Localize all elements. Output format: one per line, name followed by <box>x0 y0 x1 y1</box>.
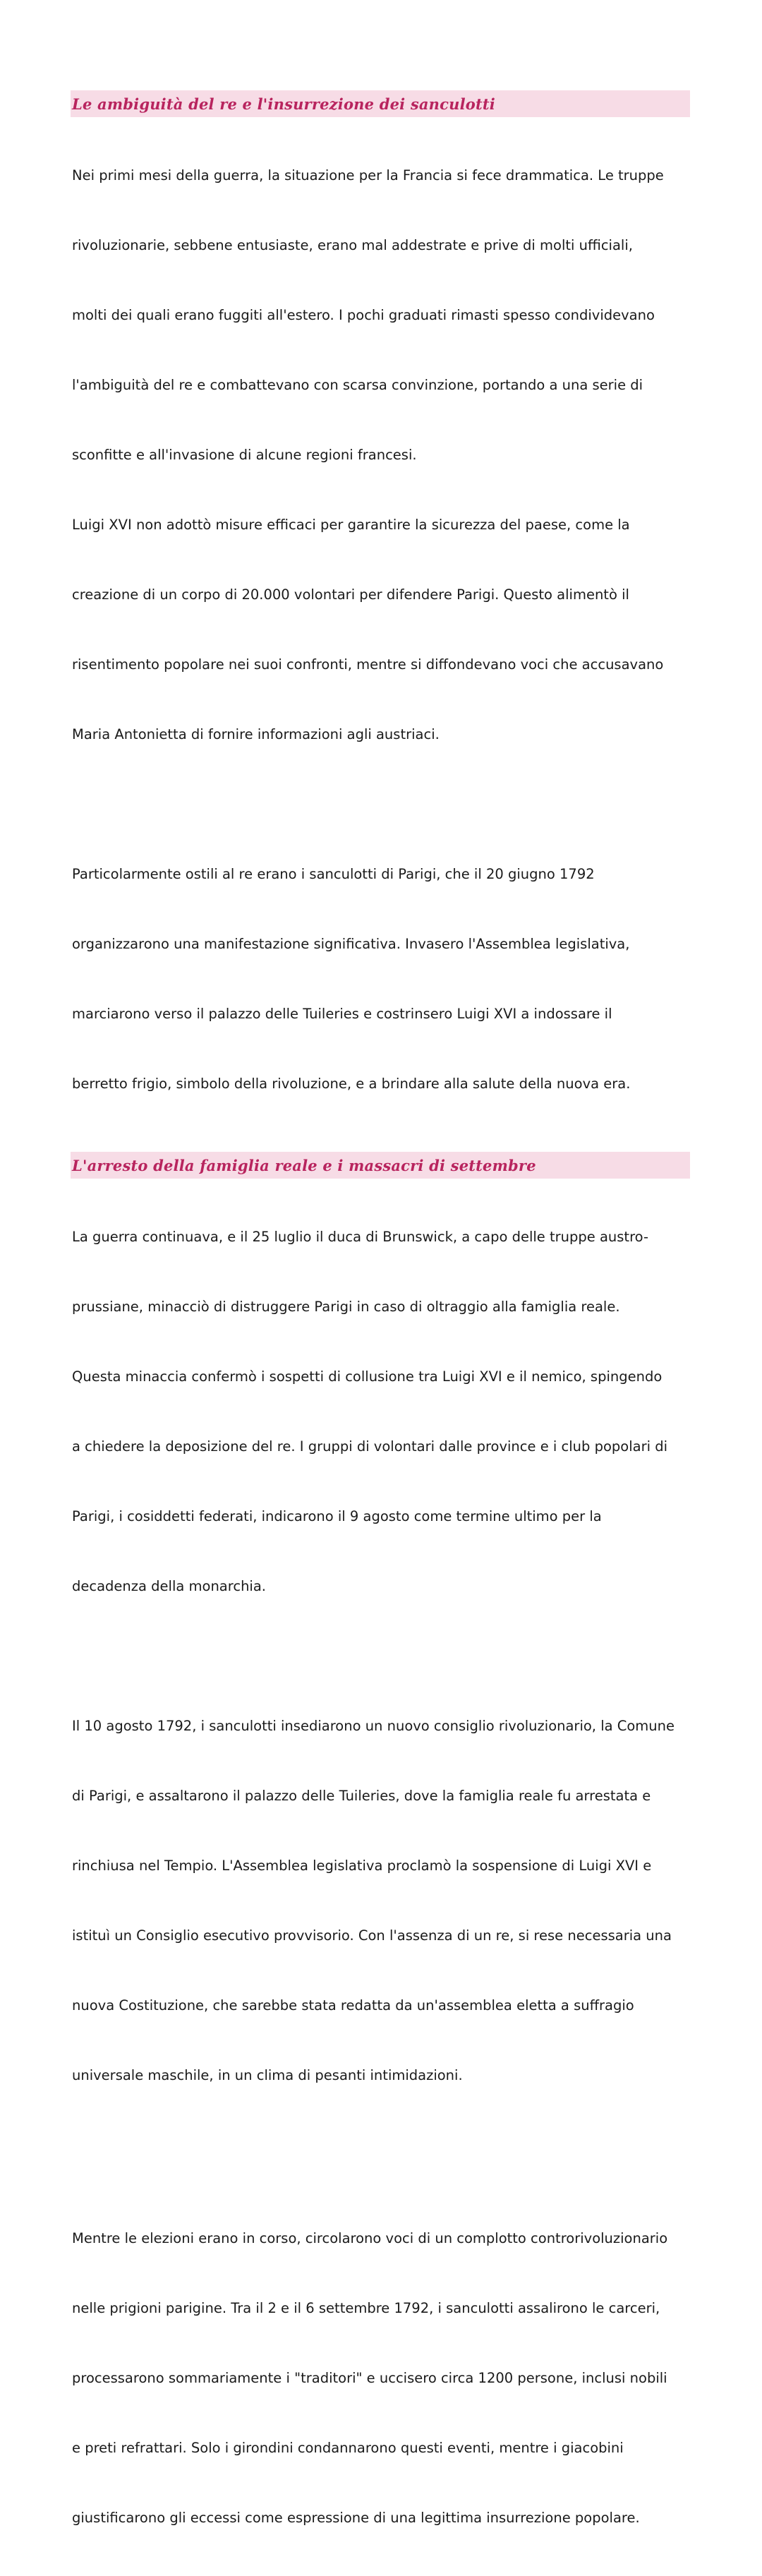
text-line: a chiedere la deposizione del re. I gruppi di volontari dalle province e i club popolari di <box>72 1438 668 1455</box>
text-line: e preti refrattari. Solo i girondini condannarono questi eventi, mentre i giacobini <box>72 2440 624 2456</box>
text-line: l'ambiguità del re e combattevano con scarsa convinzione, portando a una serie di <box>72 377 643 393</box>
paragraph-1-2 <box>72 816 690 1142</box>
text-line: berretto frigio, simbolo della rivoluzione, e a brindare alla salute della nuova era. <box>72 1076 631 1092</box>
text-line: La guerra continuava, e il 25 luglio il duca di Brunswick, a capo delle truppe austro- <box>72 1229 648 1245</box>
paragraph-2-3 <box>72 2180 690 2576</box>
paragraph-1-1 <box>72 117 690 793</box>
section-header-1 <box>71 90 690 117</box>
text-line: Questa minaccia confermò i sospetti di collusione tra Luigi XVI e il nemico, spingendo <box>72 1368 663 1385</box>
text-line: risentimento popolare nei suoi confronti, mentre si diffondevano voci che accusavano <box>72 656 664 673</box>
text-line: istituì un Consiglio esecutivo provvisorio. Con l'assenza di un re, si rese necessaria una <box>72 1927 672 1944</box>
text-line: di Parigi, e assaltarono il palazzo delle Tuileries, dove la famiglia reale fu arrestata e <box>72 1788 651 1804</box>
paragraph-2-2 <box>72 1668 690 2133</box>
paragraph-2-1 <box>72 1179 690 1644</box>
text-line: Parigi, i cosiddetti federati, indicarono il 9 agosto come termine ultimo per la <box>72 1508 602 1524</box>
text-line: sconfitte e all'invasione di alcune regioni francesi. <box>72 447 417 463</box>
text-line: processarono sommariamente i "traditori" e uccisero circa 1200 persone, inclusi nobili <box>72 2370 667 2386</box>
text-line: Nei primi mesi della guerra, la situazione per la Francia si fece drammatica. Le truppe <box>72 167 664 183</box>
document-page <box>72 90 690 2576</box>
text-line: nelle prigioni parigine. Tra il 2 e il 6 settembre 1792, i sanculotti assalirono le carceri, <box>72 2300 660 2316</box>
section-header-2 <box>71 1152 690 1179</box>
text-line: Particolarmente ostili al re erano i sanculotti di Parigi, che il 20 giugno 1792 <box>72 866 595 882</box>
text-line: prussiane, minacciò di distruggere Parigi in caso di oltraggio alla famiglia reale. <box>72 1299 620 1315</box>
section-title-1: Le ambiguità del re e l'insurrezione dei sanculotti <box>72 95 495 113</box>
text-line: organizzarono una manifestazione significativa. Invasero l'Assemblea legislativa, <box>72 936 630 952</box>
text-line: decadenza della monarchia. <box>72 1578 266 1594</box>
text-line: nuova Costituzione, che sarebbe stata redatta da un'assemblea eletta a suffragio <box>72 1997 634 2014</box>
text-line: marciarono verso il palazzo delle Tuileries e costrinsero Luigi XVI a indossare il <box>72 1006 612 1022</box>
text-line: Luigi XVI non adottò misure efficaci per garantire la sicurezza del paese, come la <box>72 517 630 533</box>
section-title-2: L'arresto della famiglia reale e i massacri di settembre <box>72 1156 536 1174</box>
text-line: universale maschile, in un clima di pesanti intimidazioni. <box>72 2067 463 2083</box>
text-line: Il 10 agosto 1792, i sanculotti insediarono un nuovo consiglio rivoluzionario, la Comune <box>72 1718 675 1734</box>
text-line: Maria Antonietta di fornire informazioni agli austriaci. <box>72 726 440 742</box>
text-line: rivoluzionarie, sebbene entusiaste, erano mal addestrate e prive di molti ufficiali, <box>72 237 633 253</box>
text-line: creazione di un corpo di 20.000 volontari per difendere Parigi. Questo alimentò il <box>72 586 629 603</box>
text-line: molti dei quali erano fuggiti all'estero. I pochi graduati rimasti spesso condividevano <box>72 307 655 323</box>
text-line: giustificarono gli eccessi come espressione di una legittima insurrezione popolare. <box>72 2510 640 2526</box>
text-line: rinchiusa nel Tempio. L'Assemblea legislativa proclamò la sospensione di Luigi XVI e <box>72 1858 652 1874</box>
text-line: Mentre le elezioni erano in corso, circolarono voci di un complotto controrivoluzionario <box>72 2230 668 2246</box>
